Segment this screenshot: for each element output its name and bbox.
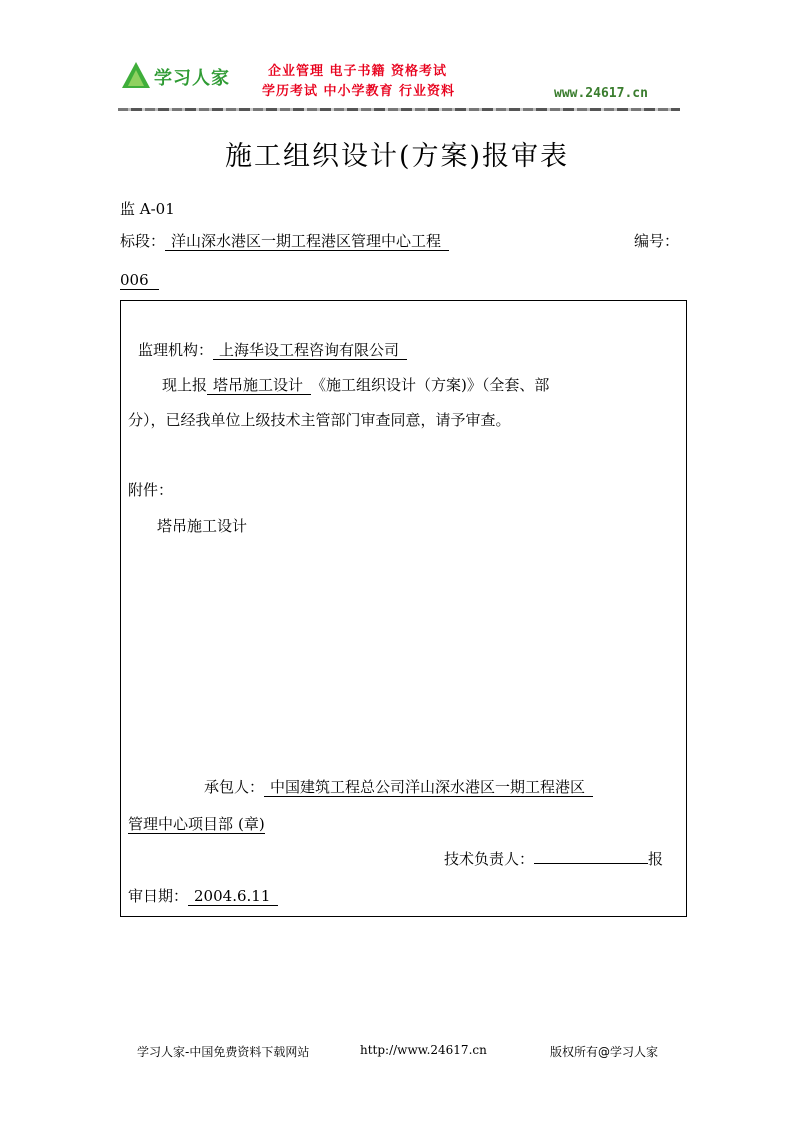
section-value: 洋山深水港区一期工程港区管理中心工程 xyxy=(165,232,449,251)
section-label: 标段： xyxy=(120,232,166,250)
contractor-line2 xyxy=(128,813,265,834)
site-logo xyxy=(120,58,250,98)
seal-note: (章) xyxy=(233,815,265,834)
submit-line2: 分），已经我单位上级技术主管部门审查同意，请予审查。 xyxy=(128,411,511,429)
supervisor-label: 监理机构： xyxy=(138,341,214,359)
number-value: 006 xyxy=(120,271,159,290)
submit-suffix: 《施工组织设计（方案)》（全套、部 xyxy=(311,376,550,394)
number-line xyxy=(120,271,159,289)
submit-line1 xyxy=(162,374,549,395)
number-label: 编号： xyxy=(634,232,680,250)
contractor-line1 xyxy=(204,776,593,797)
contractor-value-line2: 管理中心项目部 xyxy=(128,815,234,833)
section-line xyxy=(120,230,449,251)
submit-prefix: 现上报 xyxy=(162,376,208,394)
form-code: 监 A-01 xyxy=(120,200,175,218)
report-char: 报 xyxy=(648,850,664,868)
submit-item: 塔吊施工设计 xyxy=(207,376,311,395)
page-title: 施工组织设计(方案)报审表 xyxy=(224,141,570,172)
footer-left: 学习人家-中国免费资料下载网站 xyxy=(137,1045,310,1059)
header-divider xyxy=(118,108,680,111)
date-line xyxy=(128,885,278,906)
logo-triangle-icon xyxy=(120,60,152,90)
attachment-item: 塔吊施工设计 xyxy=(157,517,248,535)
footer-url[interactable]: http://www.24617.cn xyxy=(360,1043,487,1057)
supervisor-value: 上海华设工程咨询有限公司 xyxy=(213,341,407,360)
header-slogan-line2: 学历考试 中小学教育 行业资料 xyxy=(262,84,456,99)
header-site-url[interactable]: www.24617.cn xyxy=(554,86,648,101)
supervisor-line xyxy=(138,339,407,360)
attachment-label: 附件： xyxy=(128,481,174,499)
date-label: 审日期： xyxy=(128,887,189,905)
tech-lead-signature-field[interactable] xyxy=(534,849,648,864)
date-value: 2004.6.11 xyxy=(188,887,278,906)
footer-right: 版权所有@学习人家 xyxy=(550,1045,659,1059)
contractor-value-line1: 中国建筑工程总公司洋山深水港区一期工程港区 xyxy=(264,778,593,797)
logo-text: 学习人家 xyxy=(154,68,230,89)
tech-lead-line xyxy=(444,848,663,869)
contractor-label: 承包人： xyxy=(204,778,265,796)
tech-lead-label: 技术负责人： xyxy=(444,850,535,868)
header-slogan-line1: 企业管理 电子书籍 资格考试 xyxy=(268,64,448,79)
